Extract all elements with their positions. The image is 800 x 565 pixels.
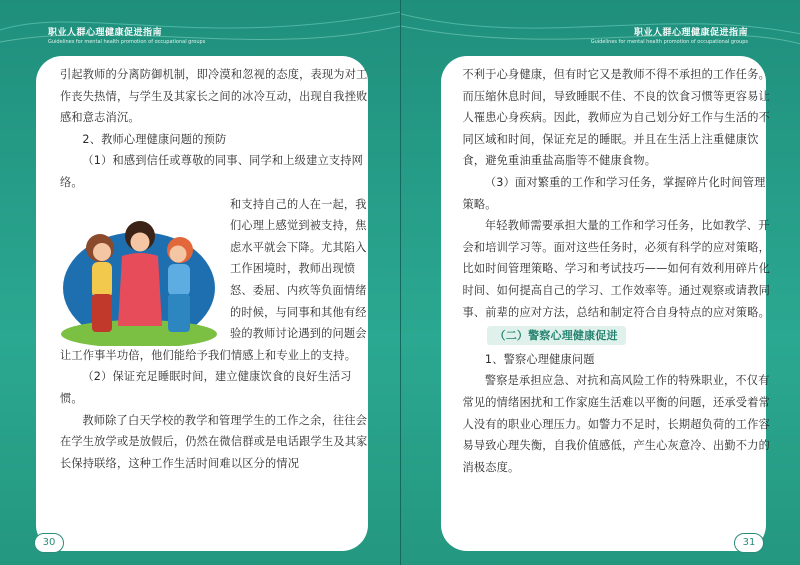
paragraph: 不利于心身健康，但有时它又是教师不得不承担的工作任务。而压缩休息时间，导致睡眠不佳、不良的饮食习惯等更容易让人罹患心身疾病。因此，教师应为自己划分好工作与生活的不同区域和时间，保证充足的睡眠。并且在生活上注重健康饮食，避免重油重盐高脂等不健康食物。 (462, 68, 770, 168)
header-subtitle: Guidelines for mental health promotion of occupational groups (590, 39, 748, 45)
paragraph: 引起教师的分离防御机制，即冷漠和忽视的态度，表现为对工作丧失热情，与学生及其家长之间的冰冷互动，出现自我挫败感和意志消沉。 (60, 68, 368, 125)
section-heading: （二）警察心理健康促进 (487, 326, 626, 345)
subheading: 1、警察心理健康问题 (484, 352, 595, 366)
paragraph: （1）和感到信任或尊敬的同事、同学和上级建立支持网络。 (60, 154, 364, 189)
page-number: 31 (734, 533, 764, 553)
paragraph-wrapped: 和支持自己的人在一起，我们心理上感觉到被支持，焦虑水平就会下降。尤其陷入工作困境时，教师出现愤怒、委屈、内疚等负面情绪的时候，与同事和其他有经验的教师讨论遇到的问题会让工作事半功倍，他们能给予我们情感上和专业上的支持。 (60, 197, 367, 362)
page-header (448, 28, 748, 52)
right-page (401, 0, 800, 565)
paragraph: 警察是承担应急、对抗和高风险工作的特殊职业，不仅有常见的情绪困扰和工作家庭生活难以平衡的问题，还承受着常人没有的职业心理压力。如警力不足时，长期超负荷的工作容易导致心理失衡，自我价值感低，产生心灰意冷、出勤不力的消极态度。 (462, 374, 770, 474)
right-text-body (463, 64, 775, 478)
right-content-card (441, 56, 770, 551)
page-header (48, 28, 348, 52)
paragraph: 年轻教师需要承担大量的工作和学习任务，比如教学、开会和培训学习等。面对这些任务时，必须有科学的应对策略，比如时间管理策略、学习和考试技巧——如何有效利用碎片化时间、如何提高自己的学习、工作效率等。通过观察或请教同事、前辈的应对方法，总结和制定符合自身特点的应对策略。 (462, 219, 770, 319)
section-subheading: 2、教师心理健康问题的预防 (82, 132, 227, 146)
paragraph: （2）保证充足睡眠时间，建立健康饮食的良好生活习惯。 (60, 370, 352, 405)
page-number: 30 (34, 533, 64, 553)
paragraph: （3）面对繁重的工作和学习任务，掌握碎片化时间管理策略。 (462, 175, 766, 211)
header-subtitle: Guidelines for mental health promotion of occupational groups (48, 39, 206, 45)
header-title: 职业人群心理健康促进指南 (48, 28, 163, 38)
paragraph: 教师除了白天学校的教学和管理学生的工作之余，往往会在学生放学或是放假后，仍然在微信群或是电话跟学生及其家长保持联络，这种工作生活时间难以区分的情况 (60, 413, 368, 470)
header-title: 职业人群心理健康促进指南 (633, 28, 748, 38)
illustration-three-women-icon (60, 206, 218, 346)
